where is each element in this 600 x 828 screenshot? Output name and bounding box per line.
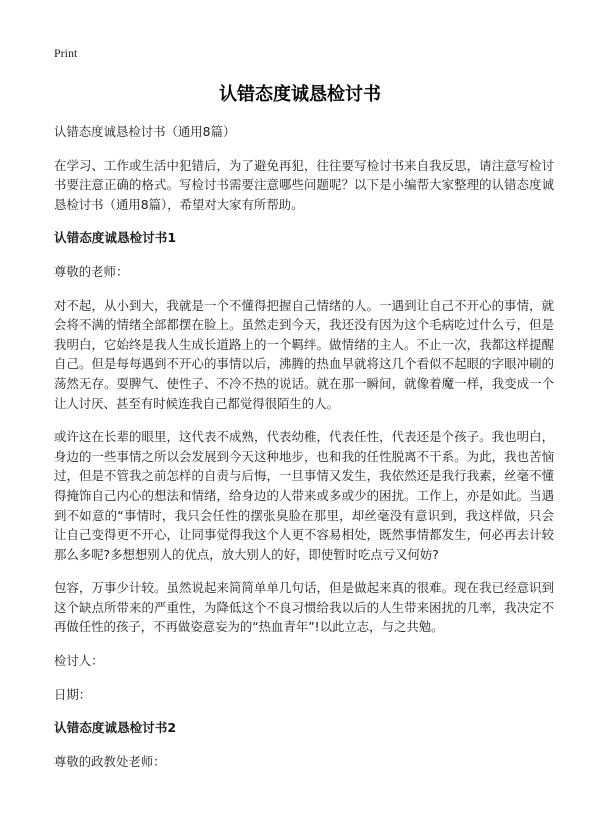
body-paragraph: 或许这在长辈的眼里，这代表不成熟，代表幼稚，代表任性，代表还是个孩子。我也明白，身边的一些事情之所以会发展到今天这种地步，也和我的任性脱离不干系。为此，我也苦恼过，但是不管我之前怎样的自责与后悔，一旦事情又发生，我依然还是我行我素，丝毫不懂得掩饰自己内心的想法和情绪，给身边的人带来或多或少的困扰。工作上，亦是如此。当遇到不如意的“事情时，我只会任性的摆张臭脸在那里，却丝毫没有意识到，我这样做，只会让自己变得更不开心，让同事觉得我这个人更不容易相处，既然事情都发生，何必再去计较那么多呢?多想想别人的优点，放大别人的好，即使暂时吃点亏又何妨? — [54, 429, 554, 562]
body-paragraph: 对不起，从小到大，我就是一个不懂得把握自己情绪的人。一遇到让自己不开心的事情，就会将不满的情绪全部都摆在脸上。虽然走到今天，我还没有因为这个毛病吃过什么亏，但是我明白，它始终是我人生成长道路上的一个羁绊。做情绪的主人。不止一次，我都这样提醒自己。但是每每遇到不开心的事情以后，沸腾的热血早就将这几个看似不起眼的字眼冲刷的荡然无存。耍脾气、使性子、不冷不热的说话。就在那一瞬间，就像着魔一样，我变成一个让人讨厌、甚至有时候连我自己都觉得很陌生的人。 — [54, 297, 554, 411]
intro-paragraph: 在学习、工作或生活中犯错后，为了避免再犯，往往要写检讨书来自我反思，请注意写检讨书要注意正确的格式。写检讨书需要注意哪些问题呢？以下是小编帮大家整理的认错态度诚恳检讨书（通用8篇），希望对大家有所帮助。 — [54, 157, 554, 212]
print-label: Print — [54, 46, 78, 60]
date-line: 日期： — [54, 686, 92, 702]
document-subtitle: 认错态度诚恳检讨书（通用8篇） — [54, 124, 236, 139]
body-paragraph: 包容，万事少计较。虽然说起来简简单单几句话，但是做起来真的很难。现在我已经意识到这个缺点所带来的严重性，为降低这个不良习惯给我以后的人生带来困扰的几率，我决定不再做任性的孩子，不再做姿意妄为的“热血青年”!以此立志，与之共勉。 — [54, 580, 554, 635]
section-heading: 认错态度诚恳检讨书1 — [54, 230, 177, 246]
salutation: 尊敬的政教处老师： — [54, 753, 166, 769]
section-heading: 认错态度诚恳检讨书2 — [54, 720, 177, 736]
document-title: 认错态度诚恳检讨书 — [219, 84, 381, 105]
document-body — [54, 122, 554, 785]
salutation: 尊敬的老师： — [54, 263, 129, 279]
signature-line: 检讨人： — [54, 653, 104, 669]
